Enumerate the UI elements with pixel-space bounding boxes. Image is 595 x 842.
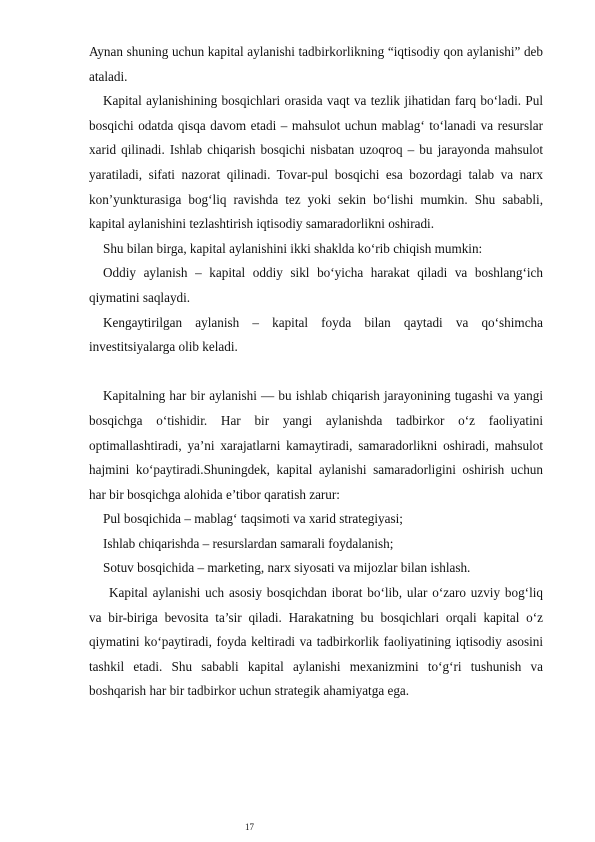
document-body	[89, 40, 543, 704]
paragraph-3: Shu bilan birga, kapital aylanishini ikki shaklda ko‘rib chiqish mumkin:	[103, 240, 483, 256]
paragraph-6: Kapitalning har bir aylanishi — bu ishlab chiqarish jarayonining tugashi va yangi bosqichga o‘tishidir. Har bir yangi aylanishda tadbirkor o‘z faoliyatini optimallashtiradi, ya’ni xarajatlarni kamaytiradi, samaradorlikni oshiradi, mahsulot hajmini ko‘paytiradi.Shuningdek, kapital aylanishi samaradorligini oshirish uchun har bir bosqichga alohida e’tibor qaratish zarur:	[89, 388, 543, 502]
paragraph-gap	[89, 360, 543, 385]
list-item-1: Pul bosqichida – mablag‘ taqsimoti va xarid strategiyasi;	[103, 511, 403, 527]
paragraph-4: Oddiy aylanish – kapital oddiy sikl bo‘yicha harakat qiladi va boshlang‘ich qiymatini saqlaydi.	[89, 265, 543, 305]
paragraph-7: Kapital aylanishi uch asosiy bosqichdan iborat bo‘lib, ular o‘zaro uzviy bog‘liq va bir-biriga bevosita ta’sir qiladi. Harakatning bu bosqichlari orqali kapital o‘z qiymatini ko‘paytiradi, foyda keltiradi va tadbirkorlik faoliyatining iqtisodiy asosini tashkil etadi. Shu sababli kapital aylanishi mexanizmini to‘g‘ri tushunish va boshqarish har bir tadbirkor uchun strategik ahamiyatga ega.	[89, 585, 543, 699]
list-item-3: Sotuv bosqichida – marketing, narx siyosati va mijozlar bilan ishlash.	[103, 560, 471, 576]
paragraph-1: Aynan shuning uchun kapital aylanishi tadbirkorlikning “iqtisodiy qon aylanishi” deb ataladi.	[89, 44, 543, 84]
page-number: 17	[245, 822, 254, 832]
list-item-2: Ishlab chiqarishda – resurslardan samarali foydalanish;	[103, 535, 394, 551]
paragraph-2: Kapital aylanishining bosqichlari orasida vaqt va tezlik jihatidan farq bo‘ladi. Pul bosqichi odatda qisqa davom etadi – mahsulot uchun mablag‘ to‘lanadi va resurslar xarid qilinadi. Ishlab chiqarish bosqichi nisbatan uzoqroq – bu jarayonda mahsulot yaratiladi, sifati nazorat qilinadi. Tovar-pul bosqichi esa bozordagi talab va narx kon’yunkturasiga bog‘liq ravishda tez yoki sekin bo‘lishi mumkin. Shu sababli, kapital aylanishini tezlashtirish iqtisodiy samaradorlikni oshiradi.	[89, 93, 543, 232]
paragraph-5: Kengaytirilgan aylanish – kapital foyda bilan qaytadi va qo‘shimcha investitsiyalarga olib keladi.	[89, 314, 543, 355]
